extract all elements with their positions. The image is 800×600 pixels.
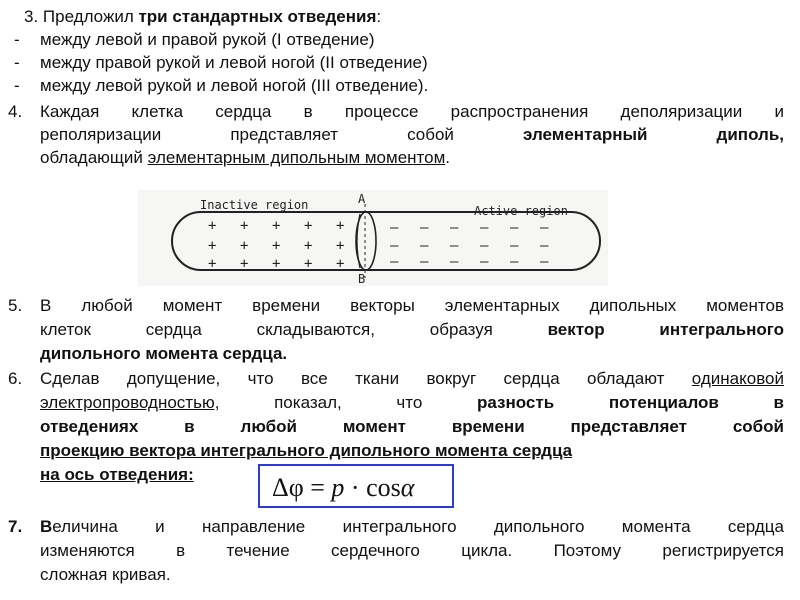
item5-line2-bold: вектор интегрального (547, 320, 784, 339)
item5-line1 (40, 295, 784, 316)
dipole-figure (138, 190, 608, 286)
minus-sign: – (390, 220, 399, 236)
formula-box (258, 464, 454, 508)
formula-cos: cos (366, 473, 401, 502)
item7-first-letter: В (40, 517, 53, 536)
item5-line2 (40, 319, 784, 340)
minus-sign: – (420, 238, 429, 254)
minus-sign: – (450, 254, 459, 270)
item4-line1-text: Каждая клетка сердца в процессе распространения деполяризации и (40, 102, 784, 121)
plus-sign: + (208, 238, 217, 254)
item3-intro-suffix: : (376, 7, 382, 26)
plus-sign: + (304, 256, 313, 272)
item5-number: 5. (8, 296, 23, 315)
lead-item-2: между правой рукой и левой ногой (II отведение) (40, 53, 428, 72)
item7-line2 (40, 540, 784, 561)
point-a-label: A (358, 192, 366, 206)
item7-number: 7. (8, 517, 23, 536)
minus-sign: – (420, 254, 429, 270)
item4-line3-prefix: обладающий (40, 148, 148, 167)
potential-difference-formula (272, 474, 414, 502)
item7-line1-rest: еличина и направление интегрального дипольного момента сердца (52, 517, 784, 536)
item6-line2-middle: показал, что (219, 393, 477, 412)
plus-sign: + (336, 256, 345, 272)
formula-dot: · (344, 473, 367, 502)
minus-sign: – (390, 254, 399, 270)
active-region-label: Active region (474, 204, 568, 218)
point-b-label: B (358, 272, 366, 286)
item7-line1 (40, 516, 784, 537)
plus-sign: + (304, 218, 313, 234)
minus-sign: – (450, 238, 459, 254)
formula-equals: = (303, 473, 332, 502)
minus-sign: – (480, 254, 489, 270)
tube-outline (172, 212, 600, 270)
item6-line4: проекцию вектора интегрального дипольного момента сердца (40, 441, 573, 460)
wavefront-arc (357, 214, 360, 268)
item7-line2-text: изменяются в течение сердечного цикла. Поэтому регистрируется (40, 541, 784, 560)
minus-sign: – (540, 220, 549, 236)
item4-line3 (40, 147, 450, 168)
plus-sign: + (240, 218, 249, 234)
item3-intro-prefix: 3. Предложил (24, 7, 139, 26)
plus-sign: + (272, 218, 281, 234)
item5-line2-prefix: клеток сердца складываются, образуя (40, 320, 548, 339)
minus-sign: – (390, 238, 399, 254)
item5-line1-text: В любой момент времени векторы элементарных дипольных моментов (40, 296, 784, 315)
minus-sign: – (480, 220, 489, 236)
plus-sign: + (208, 256, 217, 272)
item3-intro (24, 6, 381, 27)
plus-sign: + (304, 238, 313, 254)
item7-line3: сложная кривая. (40, 565, 171, 584)
minus-sign: – (480, 238, 489, 254)
minus-sign: – (510, 254, 519, 270)
plus-sign: + (336, 238, 345, 254)
lead-item-1: между левой и правой рукой (I отведение) (40, 30, 375, 49)
minus-sign: – (420, 220, 429, 236)
lead-dash-1: - (14, 30, 20, 49)
item6-line3 (40, 416, 784, 437)
item4-line2-bold: элементарный диполь, (523, 125, 785, 144)
minus-sign: – (510, 220, 519, 236)
lead-dash-2: - (14, 53, 20, 72)
item6-line2-underlined: электропроводностью, (40, 393, 220, 412)
item4-line2 (40, 124, 784, 145)
item6-line1-underlined: одинаковой (691, 369, 784, 388)
minus-signs (390, 220, 549, 270)
item5-line3: дипольного момента сердца. (40, 344, 288, 363)
item4-line3-suffix: . (445, 148, 451, 167)
item3-intro-bold: три стандартных отведения (138, 7, 377, 26)
plus-signs (208, 218, 344, 272)
minus-sign: – (540, 238, 549, 254)
plus-sign: + (272, 238, 281, 254)
formula-p: p (331, 473, 345, 502)
plus-sign: + (336, 218, 345, 234)
item6-line2-bold: разность потенциалов в (476, 393, 784, 412)
plus-sign: + (240, 238, 249, 254)
item6-number: 6. (8, 369, 23, 388)
plus-sign: + (240, 256, 249, 272)
formula-alpha: α (400, 473, 415, 502)
item4-line1 (40, 101, 784, 122)
item4-line2-prefix: реполяризации представляет собой (40, 125, 523, 144)
lead-item-3: между левой рукой и левой ногой (III отведение). (40, 76, 429, 95)
item6-line1 (40, 368, 784, 389)
minus-sign: – (540, 254, 549, 270)
lead-dash-3: - (14, 76, 20, 95)
plus-sign: + (208, 218, 217, 234)
minus-sign: – (450, 220, 459, 236)
plus-sign: + (272, 256, 281, 272)
item4-line3-underlined: элементарным дипольным моментом (147, 148, 446, 167)
minus-sign: – (510, 238, 519, 254)
item6-line3-text: отведениях в любой момент времени представляет собой (40, 417, 784, 436)
item6-line5: на ось отведения: (40, 465, 194, 484)
item6-line1-prefix: Сделав допущение, что все ткани вокруг сердца обладают (40, 369, 692, 388)
inactive-region-label: Inactive region (200, 198, 309, 212)
formula-delta-phi: Δφ (272, 473, 304, 502)
item4-number: 4. (8, 102, 23, 121)
item6-line2 (40, 392, 784, 413)
